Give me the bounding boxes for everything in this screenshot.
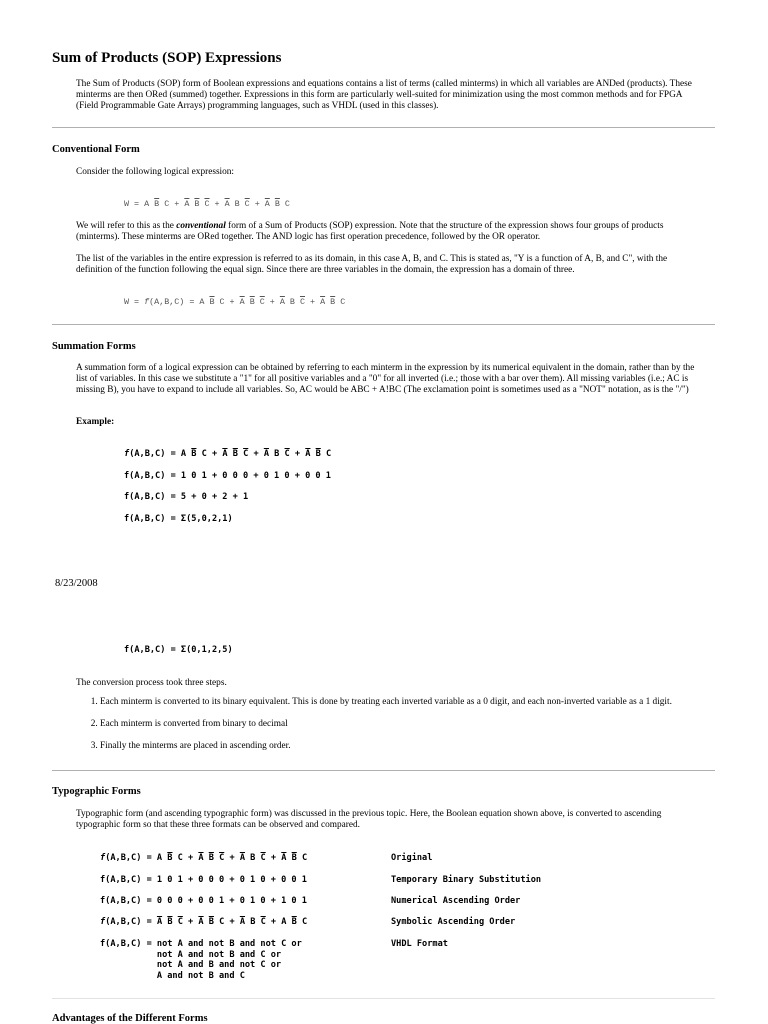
example-line-3: f(A,B,C) = 5 + 0 + 2 + 1 <box>124 492 249 502</box>
label-symbolic: Symbolic Ascending Order <box>391 917 516 927</box>
summation-heading: Summation Forms <box>52 341 136 352</box>
example-line-2: f(A,B,C) = 1 0 1 + 0 0 0 + 0 1 0 + 0 0 1 <box>124 471 331 481</box>
typo-row-original: f(A,B,C) = A $\overline{B}$ $C + \overline{A}$ $\overline{B}$ $\overline{C} + \overline{A}$ B $\overline{C} + \overline{A}$ $\overline{B}$ C <box>100 853 308 863</box>
consider-text: Consider the following logical expression: <box>76 167 235 177</box>
list-item: 3. Finally the minterms are placed in ascending order. <box>100 741 740 763</box>
steps-intro: The conversion process took three steps. <box>76 678 227 688</box>
page-title: Sum of Products (SOP) Expressions <box>52 50 282 66</box>
divider <box>52 127 715 128</box>
typo-row-binary: f(A,B,C) = 1 0 1 + 0 0 0 + 0 1 0 + 0 0 1 <box>100 875 307 885</box>
summation-paragraph: A summation form of a logical expression can be obtained by referring to each minterm in the expression by its numerical equivalent in the domain, rather than by the list of variables. In this case we substitute a "1" for all positive variables and a "0" for all inverted (i.e.; those with a bar over them). All missing variables (i.e.; AC is missing B), you have to expand to include all variables. So, AC would be ABC + A!BC (The exclamation point is sometimes used as a "NOT" notation, as is the "/") <box>76 363 695 395</box>
divider <box>52 770 715 771</box>
advantages-heading: Advantages of the Different Forms <box>52 1013 208 1024</box>
equation-function: W = f(A,B,C) = A $\overline{B}$ $C + \overline{A}$ $\overline{B}$ $\overline{C} + \overline{A}$ B $\overline{C} + \overline{A}$ $\overline{B}$ C <box>124 297 346 307</box>
equation-conventional: W = A $\overline{B}$ $C + \overline{A}$ $\overline{B}$ $\overline{C} + \overline{A}$ B $\overline{C} + \overline{A}$ $\overline{B}$ C <box>124 199 290 209</box>
typo-row-numerical: f(A,B,C) = 0 0 0 + 0 0 1 + 0 1 0 + 1 0 1 <box>100 896 307 906</box>
example-line-5: f(A,B,C) = Σ(0,1,2,5) <box>124 645 233 655</box>
intro-paragraph: The Sum of Products (SOP) form of Boolean expressions and equations contains a list of terms (called minterms) in which all variables are ANDed (products). These minterms are then ORed (summed) together. Expressions in this form are particularly well-suited for minimization using the most common methods and for FPGA (Field Programmable Gate Arrays) programming languages, such as VHDL (used in this classes). <box>76 79 692 111</box>
list-item: 1. Each minterm is converted to its binary equivalent. This is done by treating each inverted variable as a 0 digit, and each non-inverted variable as a 1 digit. <box>100 697 740 719</box>
typo-row-symbolic: $f(A,B,C) = \overline{A}$ $\overline{B}$ $\overline{C} + \overline{A}$ $\overline{B}$ $C + \overline{A}$ B $\overline{C} + A$ $\overline{B}$ C <box>100 917 308 927</box>
example-line-4: f(A,B,C) = Σ(5,0,2,1) <box>124 514 233 524</box>
example-line-1: f(A,B,C) = A $\overline{B}$ $C + \overline{A}$ $\overline{B}$ $\overline{C} + \overline{A}$ B $\overline{C} + \overline{A}$ $\overline{B}$ C <box>124 449 332 459</box>
typo-row-vhdl: f(A,B,C) = not A and not B and not C or not A and not B and C or not A and B and not C or A and not B and C <box>100 939 302 981</box>
example-label: Example: <box>76 417 115 427</box>
list-item: 2. Each minterm is converted from binary to decimal <box>100 719 740 741</box>
label-binary: Temporary Binary Substitution <box>391 875 542 885</box>
label-original: Original <box>391 853 433 863</box>
divider <box>52 998 715 999</box>
page-date: 8/23/2008 <box>55 578 98 589</box>
domain-paragraph: The list of the variables in the entire expression is referred to as its domain, in this case A, B, and C. This is stated as, "Y is a function of A, B, and C", with the definition of the function following the equal sign. Since there are three variables in the domain, the expression has a domain of three. <box>76 254 668 275</box>
label-vhdl: VHDL Format <box>391 939 448 949</box>
conventional-heading: Conventional Form <box>52 144 140 155</box>
conventional-paragraph: We will refer to this as the conventional form of a Sum of Products (SOP) expression. Note that the structure of the expression shows four groups of products (minterms). These minterms are ORed together. The AND logic has first operation precedence, followed by the OR operator. <box>76 221 664 242</box>
steps-list <box>76 697 740 763</box>
typographic-paragraph: Typographic form (and ascending typographic form) was discussed in the previous topic. Here, the Boolean equation shown above, is converted to ascending typographic form so that these three formats can be observed and compared. <box>76 809 662 830</box>
label-numerical: Numerical Ascending Order <box>391 896 521 906</box>
typographic-heading: Typographic Forms <box>52 786 141 797</box>
divider <box>52 324 715 325</box>
